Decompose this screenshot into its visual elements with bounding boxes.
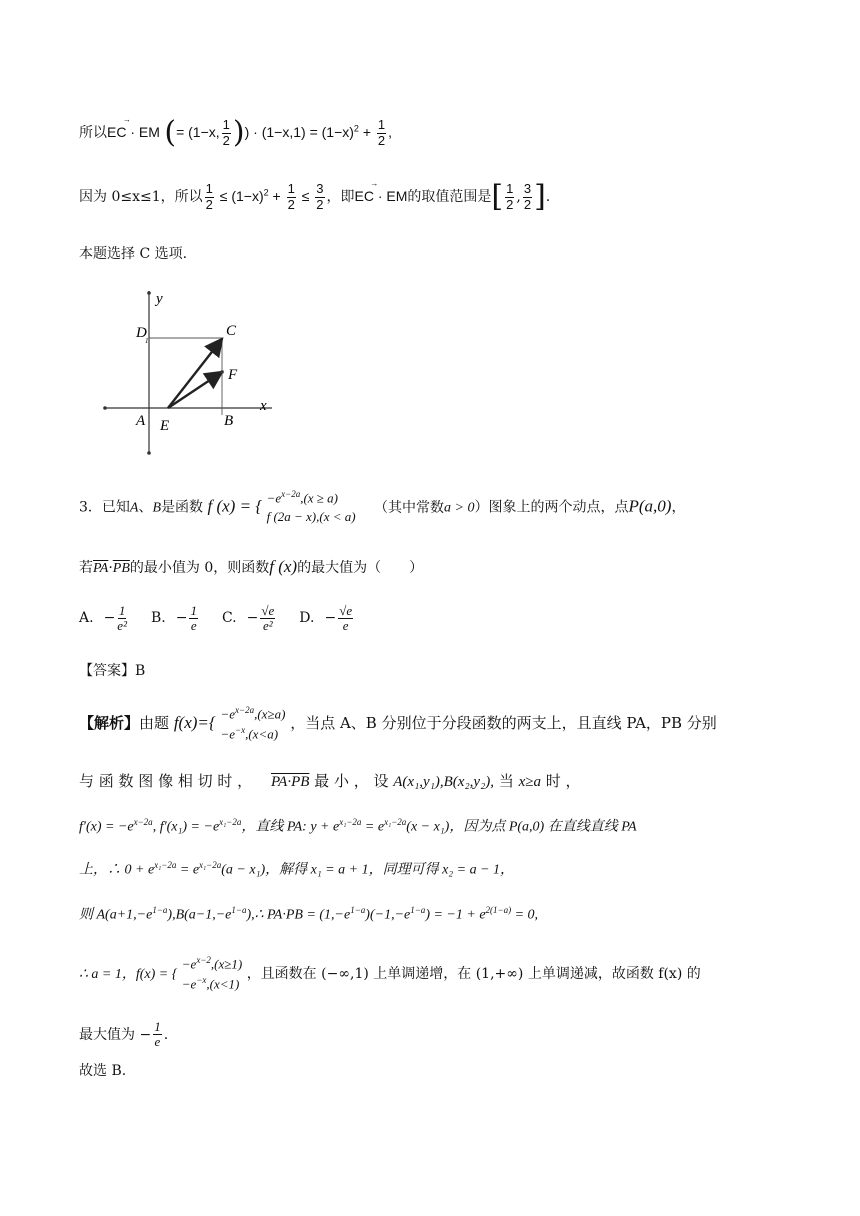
text: ，即 xyxy=(326,189,355,205)
frac-num: 3 xyxy=(523,181,532,197)
exponent: x₁−2a xyxy=(199,860,222,870)
fraction xyxy=(189,604,198,634)
text: −e xyxy=(220,706,236,722)
solution-line-2: 因为 0≤x≤1，所以 $\frac{1}{2}$ ≤ $(1-x)^2$ + $\frac{1}{2}$ ≤ $\frac{3}{2}$ ，即→ EC · EM的取值范围是[ $\frac{1}{2}$ , $\frac{3}{2}$ ]. xyxy=(79,182,550,212)
analysis-line-6 xyxy=(79,954,701,994)
frac-num: 3 xyxy=(316,181,324,197)
frac-den: 2 xyxy=(377,132,386,148)
frac-den: e xyxy=(154,1034,161,1050)
text: 的最大值为（ ） xyxy=(297,560,424,576)
text: = (1−x, xyxy=(176,124,220,140)
exponent: x₁−2a xyxy=(384,817,407,827)
exponent: x−2a xyxy=(281,489,301,499)
exponent: x−2a xyxy=(133,817,153,827)
vector-PA: $\overline{PA}$ xyxy=(93,561,109,576)
text: 与 函 数 图 像 相 切 时 ， xyxy=(79,772,253,790)
answer-line xyxy=(79,663,145,680)
math: x≥a xyxy=(518,774,541,790)
math-point: P(a,0) xyxy=(628,496,672,516)
text: 则 A(a+1,−e xyxy=(79,907,153,923)
frac-num: 1 xyxy=(222,117,230,133)
frac-den: e² xyxy=(117,618,127,634)
paren: ( xyxy=(164,115,177,150)
exponent: −x xyxy=(196,975,207,986)
fraction xyxy=(523,182,532,212)
fraction xyxy=(205,182,214,212)
analysis-tag: 【解析】 xyxy=(79,714,140,733)
question-number: 3．已知 xyxy=(79,499,130,516)
exponent: 1−a xyxy=(231,905,247,915)
text: 本题选择 C 选项. xyxy=(79,246,188,262)
text: )(−1,−e xyxy=(365,907,411,923)
vector-EC xyxy=(168,339,222,408)
bracket: ] xyxy=(534,179,546,214)
exponent: 1−a xyxy=(152,905,168,915)
coordinate-figure xyxy=(100,285,280,460)
analysis-line-8 xyxy=(79,1063,126,1080)
label-x: x xyxy=(260,398,267,414)
math: a > 0 xyxy=(444,500,475,516)
exponent: x−2a xyxy=(235,705,255,715)
exponent: 1−a xyxy=(350,905,366,915)
frac-num: √e xyxy=(339,603,353,618)
label-D: D xyxy=(136,325,147,341)
text: 上，∴ 0 + e xyxy=(79,862,155,878)
analysis-line-3 xyxy=(79,817,637,836)
exponent: x−2 xyxy=(196,955,211,965)
fraction-half xyxy=(377,118,386,148)
analysis-line-2 xyxy=(79,772,581,791)
frac-num: 1 xyxy=(506,181,514,197)
piecewise xyxy=(220,704,285,744)
option-label: B. xyxy=(150,610,166,627)
exponent: 2 xyxy=(353,123,359,134)
text: 所以 xyxy=(79,125,107,141)
text: −e xyxy=(266,490,282,506)
option-c: C. − $\frac{√e}{\text{e²}}$ xyxy=(221,603,275,634)
fraction xyxy=(260,604,275,634)
math: A(x₁,y₁),B(x₂,y₂), xyxy=(393,774,495,790)
answer-text: 【答案】B xyxy=(79,663,146,679)
option-b: B. − $\frac{1}{e}$ xyxy=(150,603,197,634)
text: + xyxy=(268,188,285,204)
fraction xyxy=(117,604,127,634)
analysis-line-4 xyxy=(79,860,514,879)
text: −e xyxy=(220,726,236,742)
fraction xyxy=(505,182,514,212)
text: ， xyxy=(671,499,686,516)
options-row xyxy=(79,604,355,634)
text: 最 小 ， 设 xyxy=(309,772,394,790)
option-d: D. − $\frac{√e}{e}$ xyxy=(299,603,353,634)
text: ) = −1 + e xyxy=(425,907,486,923)
math: ∴ a = 1，f(x) = { xyxy=(79,967,178,983)
text: ≤ (1−x) xyxy=(215,188,264,204)
text: = 0, xyxy=(511,907,539,923)
frac-den: e xyxy=(190,618,197,634)
frac-den: 2 xyxy=(506,196,514,212)
frac-num: 1 xyxy=(118,603,126,618)
text: （其中常数 xyxy=(374,499,445,516)
solution-line-3 xyxy=(79,246,187,263)
option-label: A. xyxy=(79,610,94,627)
text: ，当点 A、B 分别位于分段函数的两支上，且直线 PA，PB 分别 xyxy=(290,714,717,733)
text: 最大值为 − xyxy=(79,1026,152,1043)
text: 当 xyxy=(494,772,519,790)
vector-product: → EC · EM xyxy=(355,188,408,205)
text: ,(x≥1) xyxy=(210,956,243,972)
exponent: 2 xyxy=(263,187,269,198)
frac-num: 1 xyxy=(154,1019,161,1034)
analysis-line-7 xyxy=(79,1020,168,1050)
question-3-line-1 xyxy=(79,488,685,527)
text: ,(x<1) xyxy=(206,976,240,992)
text: 因为 0≤x≤1，所以 xyxy=(79,189,203,205)
text: ),B(a−1,−e xyxy=(167,907,232,923)
text: 的最小值为 0，则函数 xyxy=(129,560,270,576)
text: ，直线 PA: y + e xyxy=(241,819,340,835)
text: + xyxy=(358,124,375,140)
text: ) · (1−x,1) = (1−x) xyxy=(244,124,354,140)
text: , xyxy=(388,124,393,140)
text: 的取值范围是 xyxy=(407,189,492,205)
text: . xyxy=(545,189,551,205)
text: , f′(x₁) = −e xyxy=(152,819,220,835)
label-y: y xyxy=(156,291,163,307)
exponent: −x xyxy=(235,725,246,736)
frac-den: 2 xyxy=(287,196,295,212)
vector-EF xyxy=(168,372,222,408)
fraction xyxy=(287,182,296,212)
bracket: [ xyxy=(491,179,504,214)
text: 若 xyxy=(79,560,93,576)
frac-num: 1 xyxy=(377,117,386,133)
vector-product: → EC · EM xyxy=(107,124,160,141)
math-func: f (x) xyxy=(269,557,298,576)
text: −e xyxy=(181,976,197,992)
case-2: f (2a − x),(x < a) xyxy=(266,509,356,525)
label-C: C xyxy=(226,323,237,339)
text: ,(x<a) xyxy=(245,726,279,742)
case-1 xyxy=(267,488,356,508)
text: ,(x ≥ a) xyxy=(300,490,339,506)
label-F: F xyxy=(228,367,238,383)
text: = e xyxy=(361,819,385,835)
label-E: E xyxy=(160,418,170,434)
vector-PB: $\overline{PB}$ xyxy=(112,561,130,576)
text: . xyxy=(163,1026,169,1043)
option-a: A. − $\frac{1}{\text{e²}}$ xyxy=(79,603,127,634)
frac-den: 2 xyxy=(316,196,324,212)
fraction xyxy=(315,182,324,212)
fraction-half xyxy=(222,118,231,148)
math-func: f (x) = { xyxy=(207,496,263,516)
text: 、 xyxy=(138,499,153,516)
frac-num: 1 xyxy=(190,603,197,618)
exponent: 1−a xyxy=(410,905,426,915)
piecewise xyxy=(267,488,356,527)
text: ≤ xyxy=(297,188,314,204)
option-label: C. xyxy=(221,610,237,627)
label-A: A xyxy=(136,413,146,429)
frac-den: e² xyxy=(262,618,273,634)
text: = e xyxy=(176,862,200,878)
text: 由题 xyxy=(139,714,170,733)
question-3-line-2 xyxy=(79,557,423,578)
frac-num: 1 xyxy=(205,181,213,197)
option-label: D. xyxy=(299,610,315,627)
math-func: f(x)={ xyxy=(173,713,216,733)
text: · xyxy=(108,560,113,576)
vector-product: PA·PB xyxy=(270,774,310,790)
text: ）图象上的两个动点，点 xyxy=(474,499,629,516)
frac-den: 2 xyxy=(222,132,230,148)
math: A xyxy=(129,500,139,516)
fraction xyxy=(153,1020,162,1050)
label-B: B xyxy=(224,413,234,429)
exponent: x₁−2a xyxy=(219,817,242,827)
text: 时 ， xyxy=(540,772,581,790)
frac-den: 2 xyxy=(523,196,532,212)
exponent: x₁−2a xyxy=(154,860,177,870)
fraction xyxy=(338,604,353,634)
paren: ) xyxy=(232,115,245,150)
analysis-line-1 xyxy=(79,704,717,744)
math: B xyxy=(152,500,162,516)
conclusion: 故选 B. xyxy=(79,1063,127,1079)
text: −e xyxy=(181,956,197,972)
exponent: x₁−2a xyxy=(339,817,362,827)
text: (a − x₁)，解得 x₁ = a + 1，同理可得 x₂ = a − 1， xyxy=(221,862,515,878)
text: ,(x≥a) xyxy=(254,706,286,722)
label-D-sub: 1 xyxy=(145,337,149,345)
solution-line-1 xyxy=(79,115,393,150)
text: ),∴ PA·PB = (1,−e xyxy=(246,907,351,923)
frac-num: 1 xyxy=(287,181,295,197)
text: (x − x₁)，因为点 P(a,0) 在直线直线 PA xyxy=(406,819,637,835)
text: ，且函数在 (−∞,1) 上单调递增，在 (1,+∞) 上单调递减，故函数 f(x) 的 xyxy=(246,966,701,983)
piecewise xyxy=(182,954,242,994)
frac-den: e xyxy=(342,618,349,634)
text: 是函数 xyxy=(161,499,204,516)
frac-num: √e xyxy=(261,603,275,618)
analysis-line-5 xyxy=(79,905,538,924)
exponent: 2(1−a) xyxy=(485,905,512,915)
frac-den: 2 xyxy=(205,196,213,212)
text: f′(x) = −e xyxy=(79,819,134,835)
